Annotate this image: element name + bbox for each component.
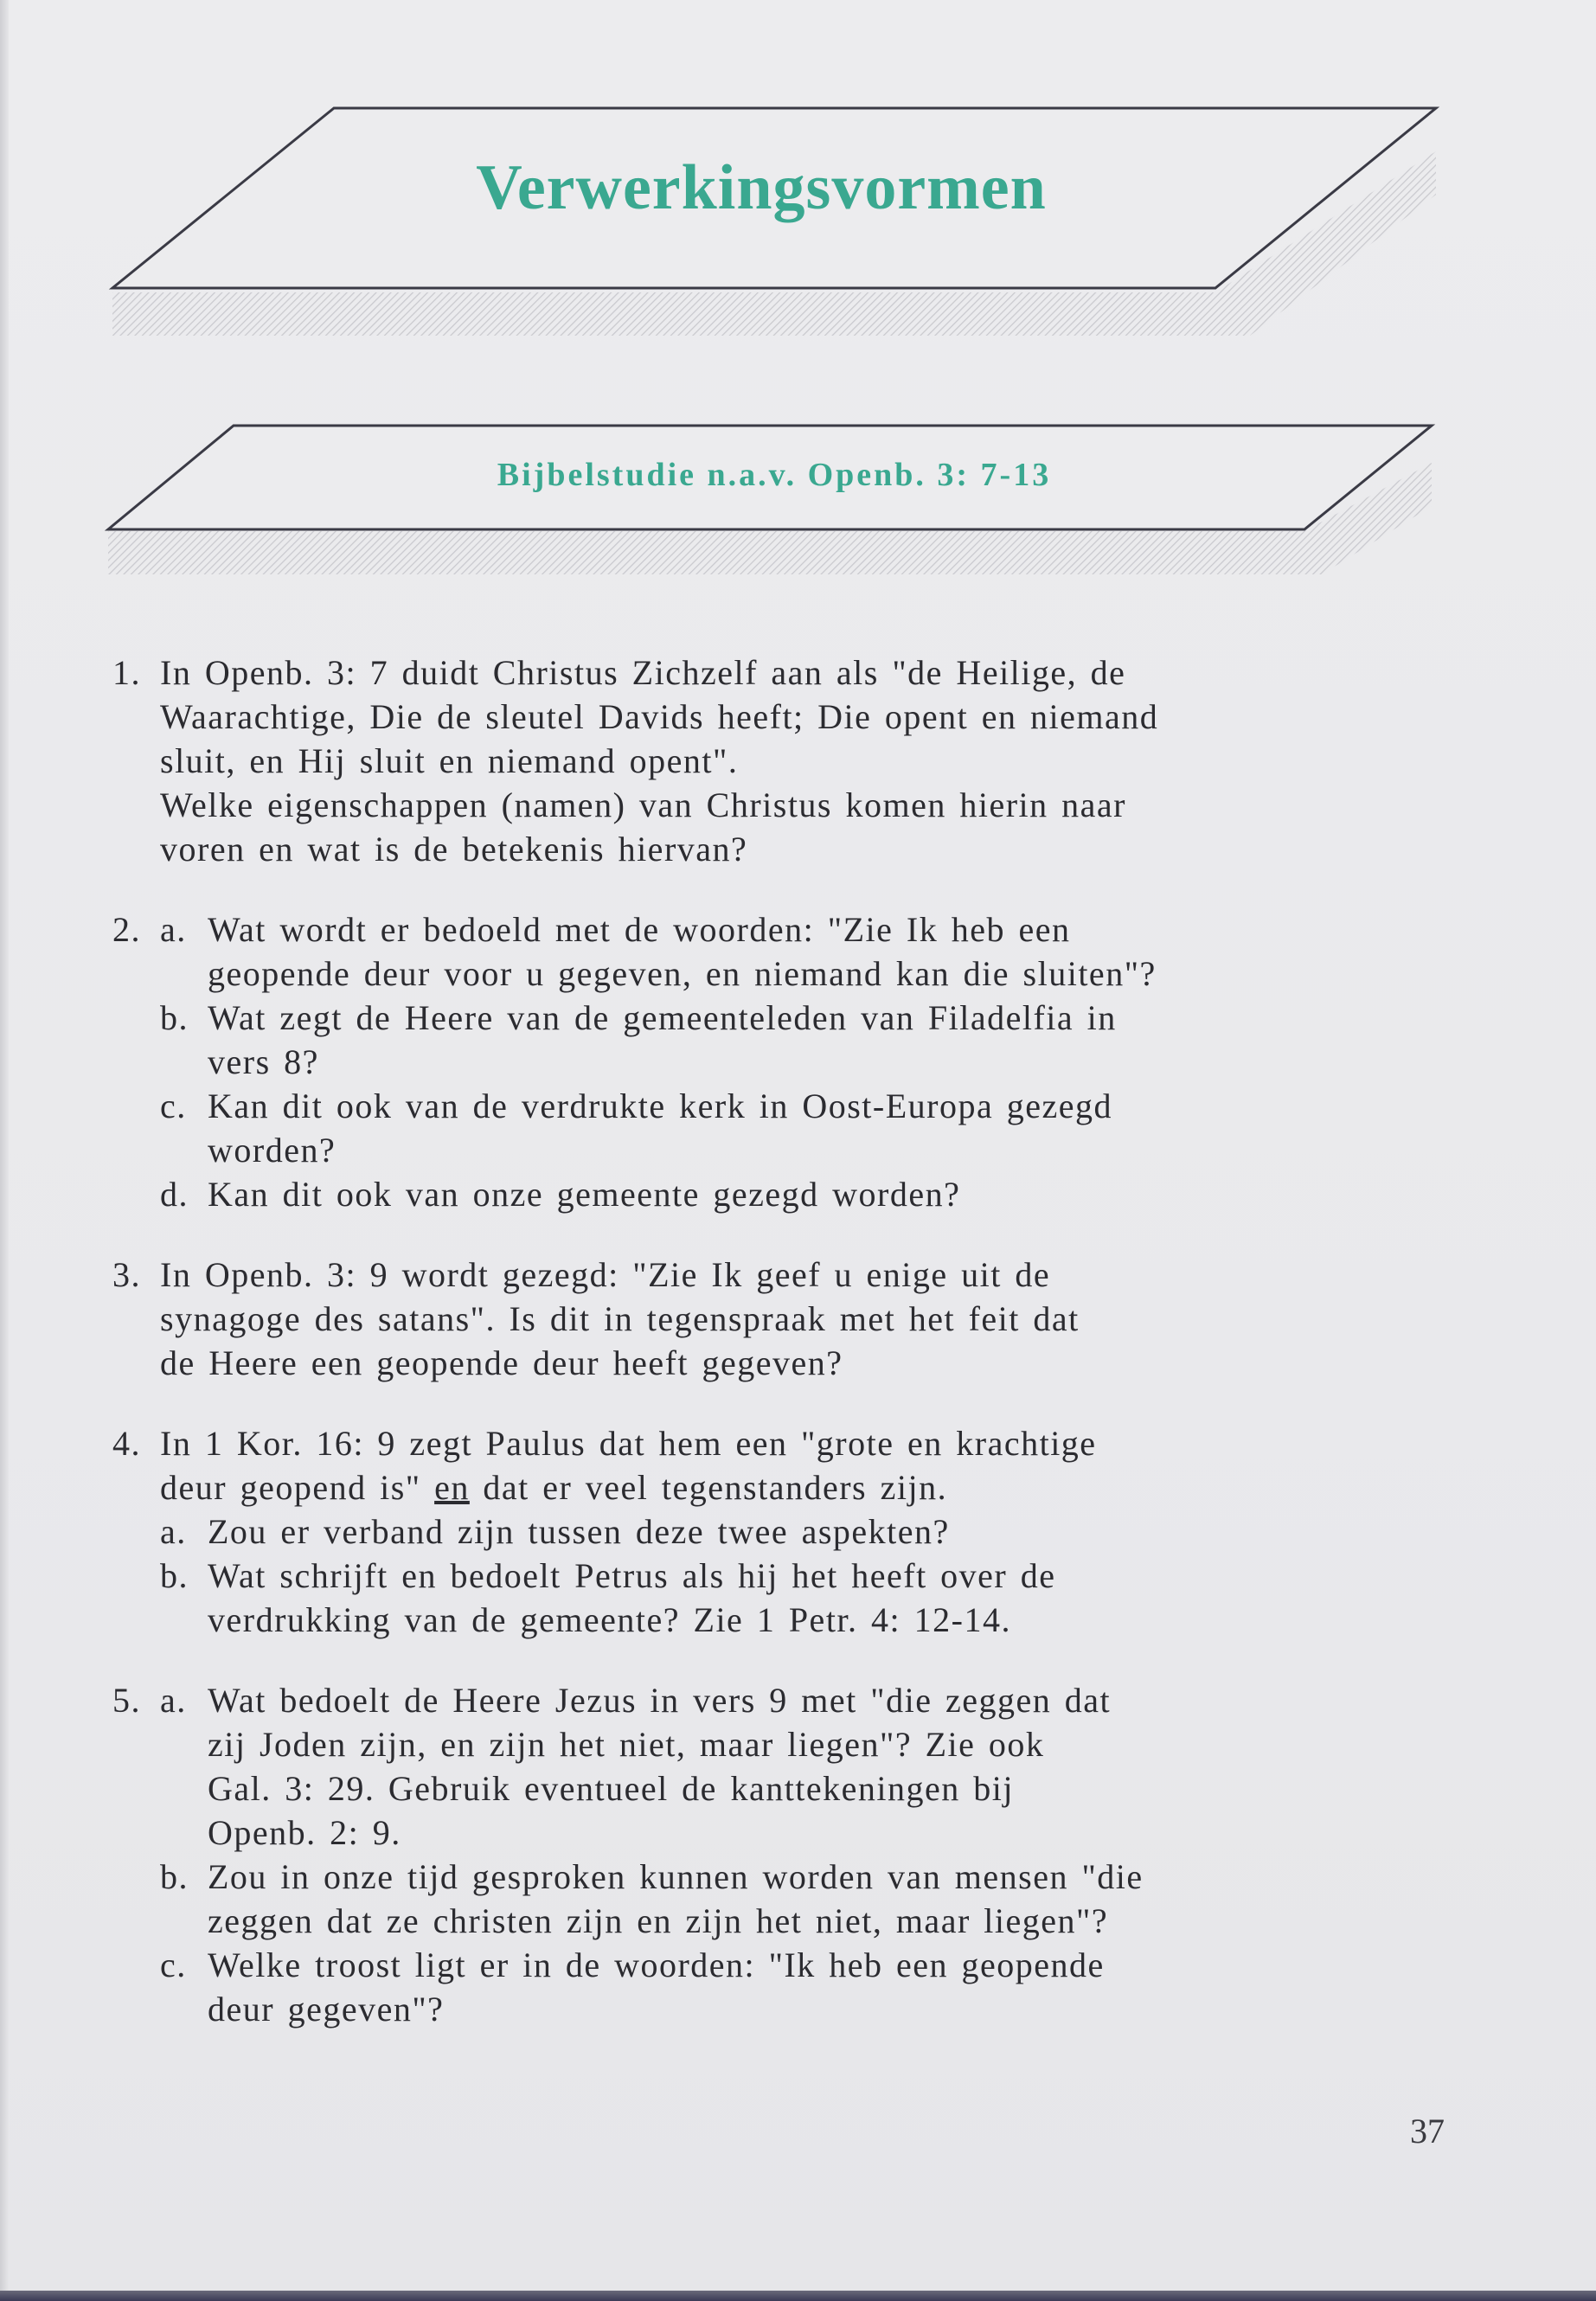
- sub-question-list: [160, 907, 1358, 1216]
- sub-question-list: [160, 1509, 1358, 1642]
- question-text-line: geopende deur voor u gegeven, en niemand kan die sluiten"?: [208, 954, 1157, 993]
- question-text-line: sluit, en Hij sluit en niemand opent".: [160, 741, 739, 780]
- question-number: 2.: [112, 910, 141, 949]
- question-text-line: vers 8?: [208, 1042, 319, 1081]
- question-text-line: In Openb. 3: 7 duidt Christus Zichzelf aan als "de Heilige, de: [160, 653, 1126, 692]
- question-item: [112, 1421, 1358, 1642]
- question-text-line: Kan dit ook van onze gemeente gezegd worden?: [208, 1175, 961, 1214]
- sub-question: [160, 1678, 1358, 1855]
- question-item: [112, 1253, 1358, 1385]
- question-number: 5.: [112, 1681, 141, 1720]
- question-text-line: worden?: [208, 1131, 337, 1170]
- question-number: 1.: [112, 653, 141, 692]
- sub-question-letter: c.: [160, 1945, 187, 1984]
- sub-question-letter: d.: [160, 1175, 189, 1214]
- sub-question: [160, 1172, 1358, 1216]
- sub-question-list: [160, 1678, 1358, 2031]
- question-item: [112, 1678, 1358, 2031]
- sub-question: [160, 1509, 1358, 1554]
- sub-question: [160, 996, 1358, 1084]
- underlined-word: en: [434, 1468, 470, 1507]
- question-text-line: Zou er verband zijn tussen deze twee aspekten?: [208, 1512, 950, 1551]
- sub-question: [160, 907, 1358, 996]
- question-list: [112, 651, 1358, 2067]
- question-text-line: Welke troost ligt er in de woorden: "Ik heb een geopende: [208, 1945, 1105, 1984]
- question-text-line: Welke eigenschappen (namen) van Christus komen hierin naar: [160, 785, 1126, 824]
- section-title: Bijbelstudie n.a.v. Openb. 3: 7-13: [497, 457, 1052, 493]
- question-text-line: verdrukking van de gemeente? Zie 1 Petr. 4: 12-14.: [208, 1600, 1011, 1639]
- page-title: Verwerkingsvormen: [476, 152, 1047, 223]
- sub-question: [160, 1084, 1358, 1172]
- sub-question: [160, 1855, 1358, 1943]
- question-text-line: Wat zegt de Heere van de gemeenteleden van Filadelfia in: [208, 998, 1117, 1037]
- question-number: 3.: [112, 1255, 141, 1294]
- question-text-line: voren en wat is de betekenis hiervan?: [160, 830, 748, 868]
- question-text-line: zij Joden zijn, en zijn het niet, maar liegen"? Zie ook: [208, 1725, 1045, 1764]
- question-text-line: zeggen dat ze christen zijn en zijn het niet, maar liegen"?: [208, 1901, 1109, 1940]
- sub-question-letter: a.: [160, 1512, 187, 1551]
- question-text-line: In Openb. 3: 9 wordt gezegd: "Zie Ik geef u enige uit de: [160, 1255, 1051, 1294]
- question-text-fragment: dat er veel tegenstanders zijn.: [469, 1468, 948, 1507]
- question-text-line: de Heere een geopende deur heeft gegeven?: [160, 1343, 843, 1382]
- sub-question: [160, 1554, 1358, 1642]
- page-bottom-edge: [0, 2291, 1596, 2301]
- question-text-line: Zou in onze tijd gesproken kunnen worden van mensen "die: [208, 1857, 1144, 1896]
- sub-question-letter: b.: [160, 998, 189, 1037]
- banner-graphics: [0, 0, 1596, 606]
- question-text-line: In 1 Kor. 16: 9 zegt Paulus dat hem een "grote en krachtige: [160, 1424, 1097, 1463]
- question-text-line: deur gegeven"?: [208, 1990, 445, 2029]
- sub-question: [160, 1943, 1358, 2031]
- sub-question-letter: b.: [160, 1857, 189, 1896]
- question-text-line: Openb. 2: 9.: [208, 1813, 401, 1852]
- question-number: 4.: [112, 1424, 141, 1463]
- sub-question-letter: a.: [160, 910, 187, 949]
- question-text-line: Gal. 3: 29. Gebruik eventueel de kanttekeningen bij: [208, 1769, 1015, 1808]
- sub-question-letter: a.: [160, 1681, 187, 1720]
- question-item: [112, 907, 1358, 1216]
- question-text-line: [160, 1465, 1358, 1509]
- sub-question-letter: b.: [160, 1556, 189, 1595]
- question-text-line: synagoge des satans". Is dit in tegenspraak met het feit dat: [160, 1299, 1080, 1338]
- question-text-line: Waarachtige, Die de sleutel Davids heeft; Die opent en niemand: [160, 697, 1159, 736]
- question-text-fragment: deur geopend is": [160, 1468, 435, 1507]
- question-text-line: Kan dit ook van de verdrukte kerk in Oost-Europa gezegd: [208, 1086, 1112, 1125]
- question-text-line: Wat bedoelt de Heere Jezus in vers 9 met "die zeggen dat: [208, 1681, 1112, 1720]
- question-text-line: Wat wordt er bedoeld met de woorden: "Zie Ik heb een: [208, 910, 1071, 949]
- question-text-line: Wat schrijft en bedoelt Petrus als hij het heeft over de: [208, 1556, 1056, 1595]
- sub-question-letter: c.: [160, 1086, 187, 1125]
- page-number: 37: [1410, 2112, 1445, 2150]
- question-item: [112, 651, 1358, 871]
